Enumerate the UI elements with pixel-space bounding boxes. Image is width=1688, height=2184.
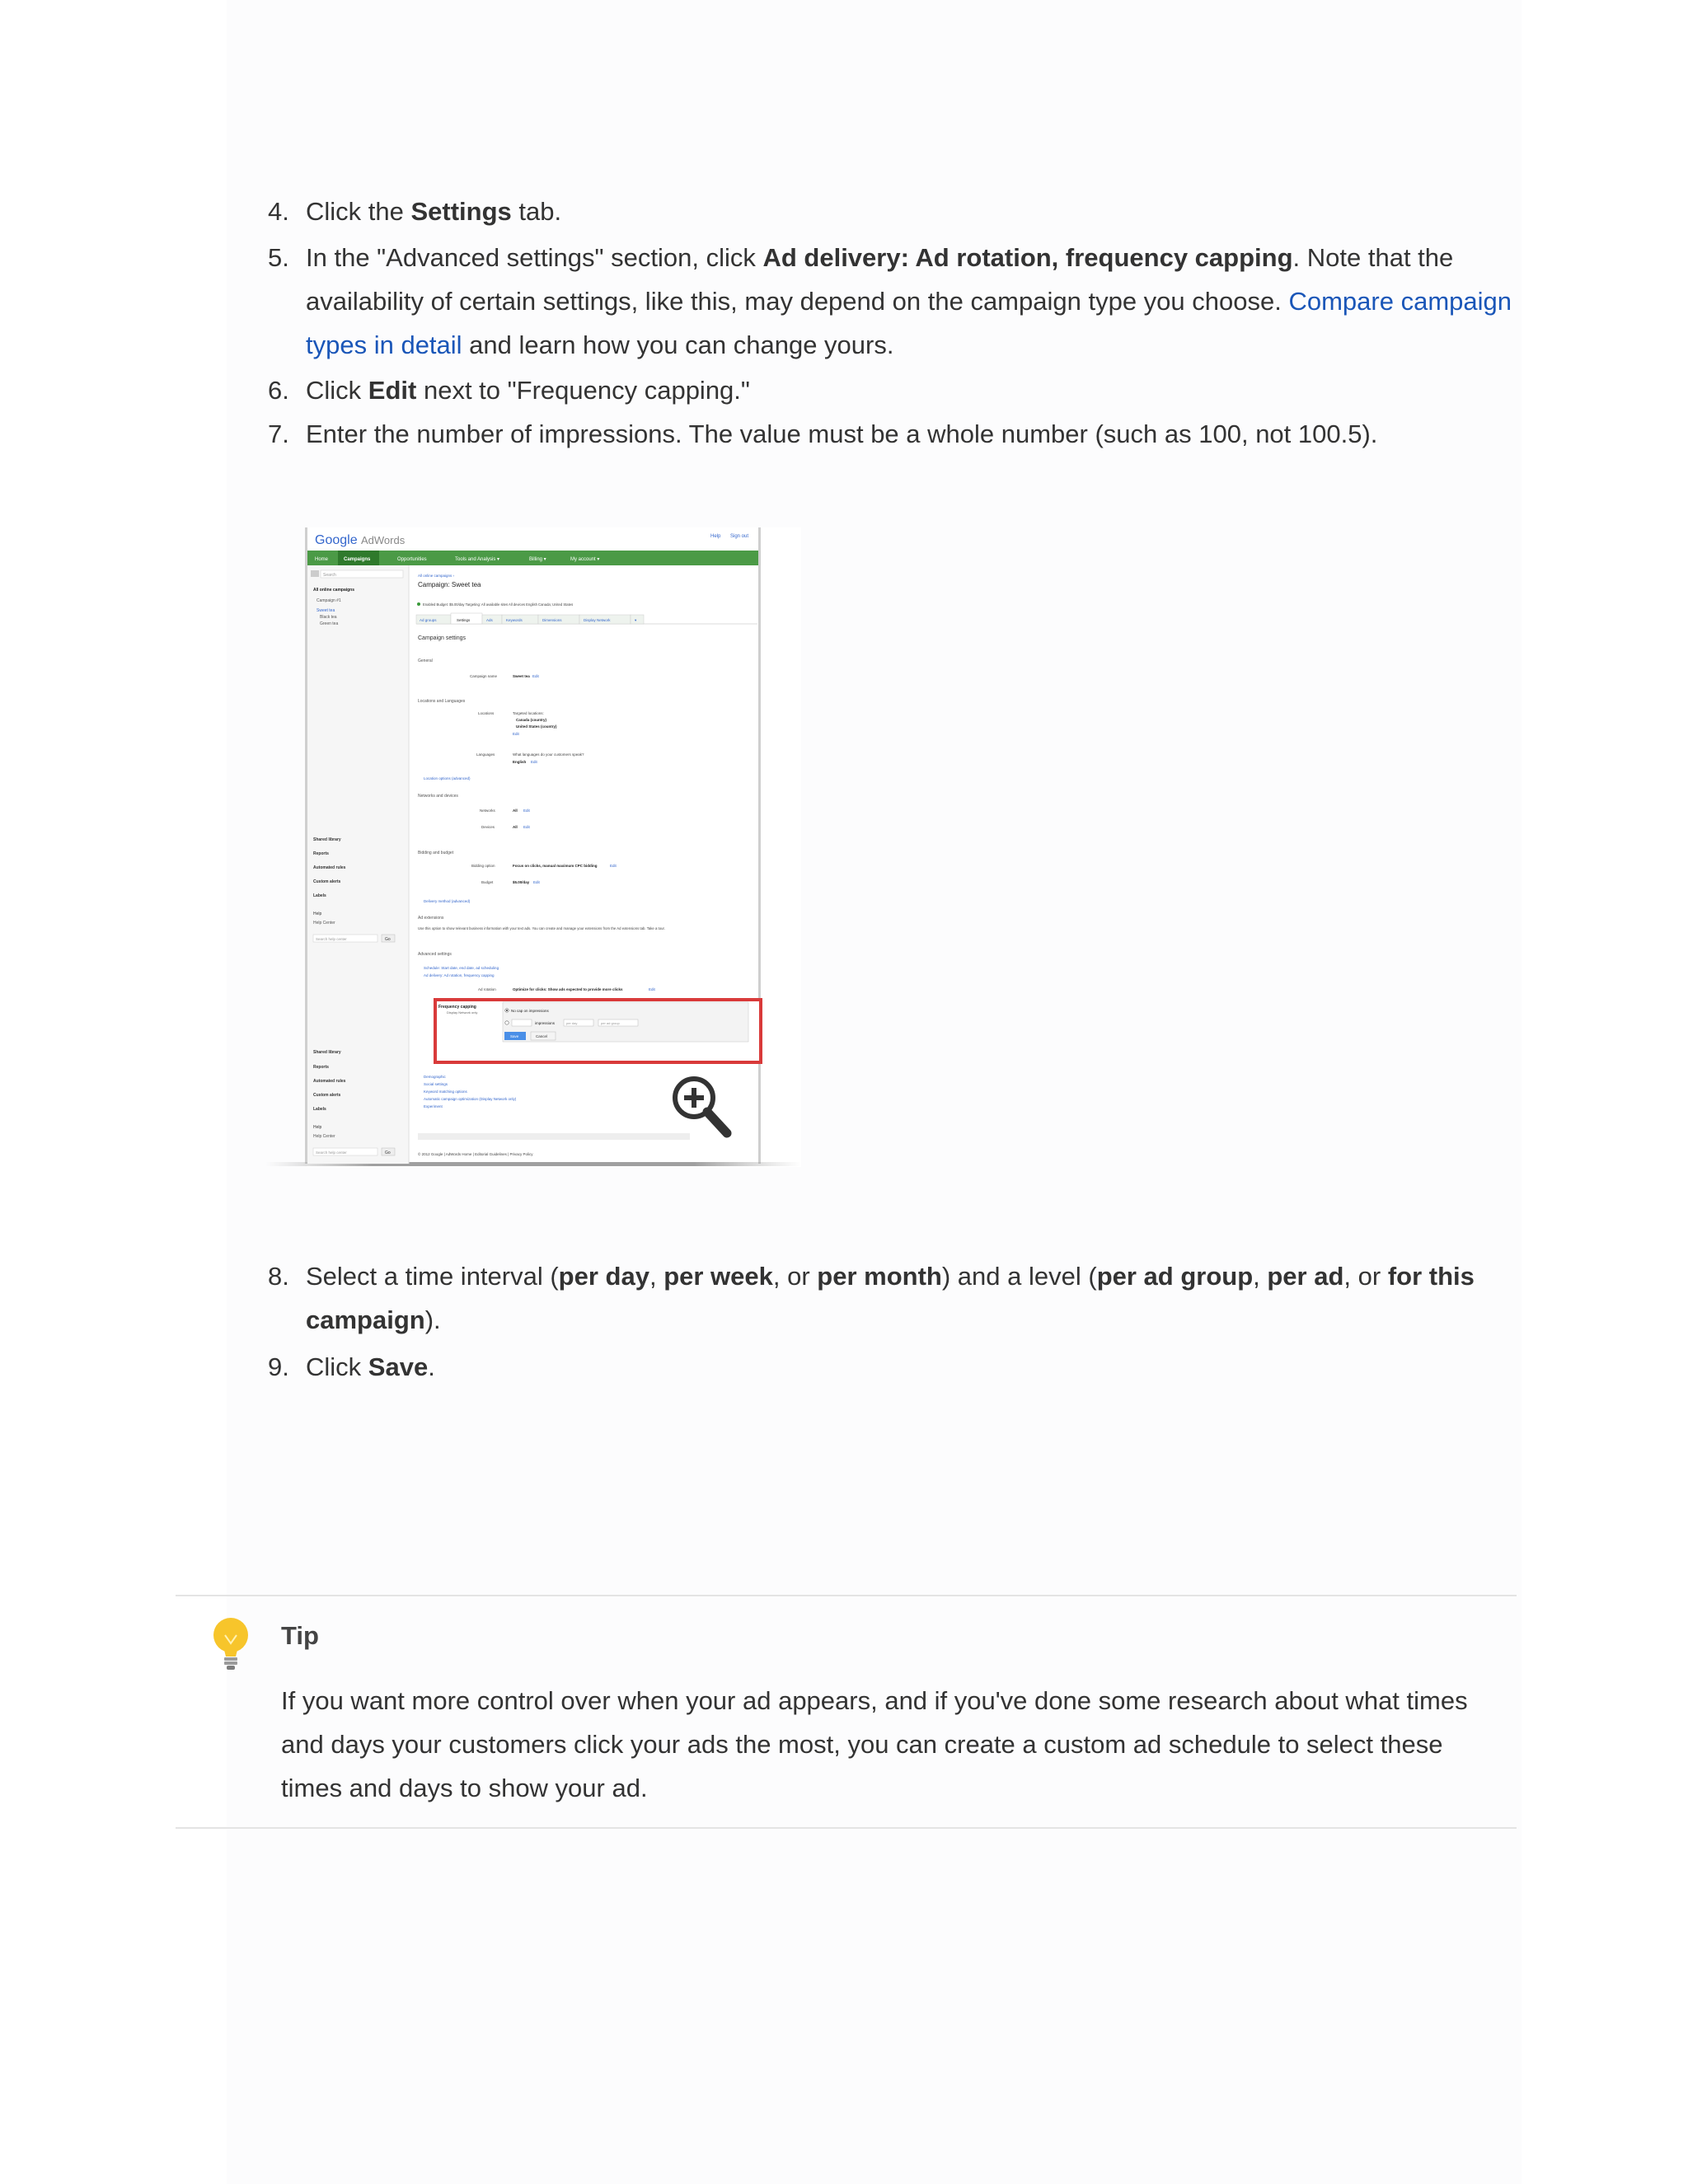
svg-text:Targeted locations:: Targeted locations: (513, 711, 544, 715)
step-text: Enter the number of impressions. The value must be a whole number (such as 100, not 100.5). (306, 419, 1378, 448)
help-link[interactable]: Help (710, 534, 721, 539)
more-settings-link[interactable]: Keyword matching options (424, 1090, 467, 1094)
google-logo: Google (315, 533, 358, 547)
more-settings-link[interactable]: Automatic campaign optimization (Display Network only) (424, 1097, 517, 1101)
svg-text:Search help center: Search help center (316, 937, 347, 941)
svg-text:Save: Save (510, 1034, 519, 1038)
adwords-settings-screenshot[interactable]: Google AdWords Help Sign out Home Campaigns Opportunities Tools and Analysis ▾ Billing ▾ My account ▾ Search All online campaigns Campaign #1 Sweet tea Black tea Green tea Shared library Reports Automated rules Custom alerts Labels Help Help Center Search help center Go Shared library Reports Automated rules Custom alerts Labels Help Help Center Search help center Go All online campaigns › Campaign: Sweet tea Enabled Budget: $5.00/day Targeting: All available sites All devices English Canada; United States Ad groups Settings Ads Keywords Dimensions Display Network ▾ Campaign settings General Campaign name Sweet tea Edit Locations and Languages Locations Targeted locations: Canada (country) United States (country) Edit Languages What languages do your customers speak? English Edit Location options (advanced) Networks and devices Networks All Edit Devices All Edit Bidding and budget Bidding option Focus on clicks, manual maximum CPC bidding Edit Budget $5.00/day Edit Delivery method (advanced) Ad extensions Use this option to show relevant business information with your text ads. You can create and manage your extensions from the Ad extensions tab. Take a tour. Advanced settings Schedule: Start date, end date, ad scheduling Ad delivery: Ad rotation, frequency capping Ad rotation Optimize for clicks: Show ads expected to provide more clicks Edit Frequency capping Display Network only No cap on impressions impressions per day per ad group Save Cancel Demographic Social settings Keyword matching options Automatic campaign optimization (Display Network only) Experiment © 2012 Google | AdWords Home | Editorial Guidelines | Privacy Policy (265, 527, 801, 1167)
tip-title: Tip (281, 1621, 319, 1650)
svg-text:Search help center: Search help center (316, 1151, 347, 1155)
svg-text:Languages: Languages (476, 752, 495, 757)
step-text: Click the Settings tab. (306, 197, 562, 226)
save-label: Save (368, 1352, 429, 1381)
svg-text:Go: Go (385, 937, 391, 942)
edit-link[interactable]: Edit (513, 732, 519, 736)
svg-text:Networks: Networks (480, 808, 495, 813)
screenshot-footer: © 2012 Google | AdWords Home | Editorial Guidelines | Privacy Policy (418, 1152, 533, 1156)
svg-text:What languages do your custome: What languages do your customers speak? (513, 752, 584, 757)
sidebar-link[interactable]: Automated rules (313, 1079, 346, 1084)
sidebar-link[interactable]: Help Center (313, 921, 335, 926)
campaign-title: Campaign: Sweet tea (418, 581, 481, 588)
svg-text:Devices: Devices (481, 825, 495, 829)
sidebar-link[interactable]: Custom alerts (313, 1093, 341, 1098)
nav-campaigns[interactable]: Campaigns (344, 557, 371, 562)
step-number: 8. (268, 1262, 289, 1291)
sidebar-link[interactable]: Help Center (313, 1134, 335, 1139)
tab-ad-groups[interactable]: Ad groups (420, 618, 437, 622)
sidebar-link[interactable]: Custom alerts (313, 879, 341, 884)
sidebar-link[interactable]: Help (313, 1125, 322, 1130)
settings-tab-label: Settings (410, 197, 512, 226)
compare-campaign-types-link[interactable]: Compare campaign types in detail (306, 287, 1512, 359)
svg-text:per day: per day (566, 1021, 578, 1025)
sidebar-link[interactable]: Reports (313, 851, 329, 856)
tab-ads[interactable]: Ads (486, 618, 493, 622)
edit-link[interactable]: Edit (532, 674, 539, 678)
more-settings-link[interactable]: Demographic (424, 1075, 446, 1079)
nav-tools[interactable]: Tools and Analysis ▾ (455, 557, 500, 562)
sidebar-link[interactable]: Reports (313, 1065, 329, 1070)
adwords-logo: AdWords (361, 534, 406, 546)
svg-text:All: All (513, 825, 518, 829)
edit-link[interactable]: Edit (523, 825, 530, 829)
svg-text:Bidding option: Bidding option (471, 864, 495, 868)
cap-radio[interactable] (505, 1021, 509, 1024)
svg-text:Frequency capping: Frequency capping (438, 1005, 476, 1010)
svg-text:Search: Search (323, 573, 336, 578)
svg-text:Advanced settings: Advanced settings (418, 952, 452, 957)
svg-text:Ad extensions: Ad extensions (418, 916, 444, 921)
svg-text:Display Network only: Display Network only (447, 1010, 478, 1015)
tab-display-network[interactable]: Display Network (584, 618, 611, 622)
tree-item[interactable]: Campaign #1 (316, 598, 341, 603)
breadcrumb[interactable]: All online campaigns › (418, 574, 455, 578)
svg-text:Focus on clicks, manual maximu: Focus on clicks, manual maximum CPC bidding (513, 864, 598, 868)
svg-text:Ad rotation: Ad rotation (478, 987, 496, 991)
ad-delivery-link[interactable]: Ad delivery: Ad rotation, frequency capping (424, 973, 495, 977)
step-text: Click Edit next to "Frequency capping." (306, 376, 750, 405)
tip-top-divider (176, 1595, 1517, 1596)
sidebar-link[interactable]: Labels (313, 1107, 326, 1112)
sign-out-link[interactable]: Sign out (730, 534, 749, 539)
svg-text:United States (country): United States (country) (516, 724, 557, 729)
section-title: Campaign settings (418, 635, 466, 641)
tree-item[interactable]: Sweet tea (316, 608, 335, 613)
nav-billing[interactable]: Billing ▾ (529, 557, 546, 562)
delivery-method-link[interactable]: Delivery method (advanced) (424, 899, 471, 903)
step-number: 9. (268, 1352, 289, 1381)
sidebar-link[interactable]: Labels (313, 893, 326, 898)
svg-text:Sweet tea: Sweet tea (513, 674, 530, 678)
schedule-link[interactable]: Schedule: Start date, end date, ad scheduling (424, 966, 499, 970)
tree-item[interactable]: Green tea (320, 621, 339, 626)
edit-link[interactable]: Edit (649, 987, 655, 991)
svg-text:$5.00/day: $5.00/day (513, 880, 530, 884)
sidebar-link[interactable]: Automated rules (313, 865, 346, 870)
edit-link[interactable]: Edit (533, 880, 540, 884)
tip-bottom-divider (176, 1827, 1517, 1829)
nav-opportunities[interactable]: Opportunities (397, 557, 427, 562)
status-line: Enabled Budget: $5.00/day Targeting: All available sites All devices English Canada; United States (423, 602, 574, 607)
tab-more[interactable]: ▾ (635, 618, 637, 622)
more-settings-link[interactable]: Experiment (424, 1104, 443, 1108)
tree-item[interactable]: Black tea (320, 615, 337, 620)
svg-text:Campaign name: Campaign name (470, 674, 498, 678)
sidebar-link[interactable]: Shared library (313, 1050, 341, 1055)
svg-text:per ad group: per ad group (601, 1021, 620, 1025)
edit-link[interactable]: Edit (523, 808, 530, 813)
lightbulb-icon (209, 1615, 253, 1673)
svg-text:Bidding and budget: Bidding and budget (418, 851, 454, 855)
svg-text:Locations and Languages: Locations and Languages (418, 699, 466, 704)
svg-text:Networks and devices: Networks and devices (418, 794, 458, 799)
step-number: 5. (268, 243, 289, 272)
svg-text:impressions: impressions (535, 1021, 556, 1025)
step-text: Click Save. (306, 1352, 435, 1381)
svg-text:Cancel: Cancel (536, 1034, 548, 1038)
sidebar-link[interactable]: Help (313, 912, 322, 916)
impressions-input[interactable] (512, 1019, 532, 1026)
svg-text:Go: Go (385, 1151, 391, 1155)
svg-text:Locations: Locations (478, 711, 495, 715)
tip-body: If you want more control over when your ad appears, and if you've done some research about what times and days your customers click your ads the most, you can create a custom ad schedule to select these times and days to show your ad. (281, 1686, 1468, 1802)
svg-text:No cap on impressions: No cap on impressions (511, 1009, 549, 1013)
step-number: 6. (268, 376, 289, 405)
tab-settings[interactable]: Settings (457, 618, 471, 622)
svg-text:All: All (513, 808, 518, 813)
svg-text:English: English (513, 760, 527, 764)
sidebar (307, 565, 409, 1164)
nav-my-account[interactable]: My account ▾ (570, 557, 600, 562)
tree-all-campaigns[interactable]: All online campaigns (313, 588, 355, 593)
step-text: In the "Advanced settings" section, click Ad delivery: Ad rotation, frequency capping. Note that the availability of certain settings, like this, may depend on the campaign type you choose. Compare campaign types in detail and learn how you can change yours. (306, 243, 1512, 359)
svg-text:Canada (country): Canada (country) (516, 718, 547, 722)
edit-link[interactable]: Edit (531, 760, 537, 764)
step-number: 7. (268, 419, 289, 448)
step-number: 4. (268, 197, 289, 226)
more-settings-link[interactable]: Social settings (424, 1082, 448, 1086)
edit-link[interactable]: Edit (610, 864, 617, 868)
sidebar-link[interactable]: Shared library (313, 837, 341, 842)
svg-text:General: General (418, 658, 433, 663)
step-text: Select a time interval (per day, per week, or per month) and a level (per ad group, per ad, or for this campaign). (306, 1262, 1475, 1334)
tab-dimensions[interactable]: Dimensions (542, 618, 562, 622)
tab-keywords[interactable]: Keywords (506, 618, 523, 622)
svg-text:Optimize for clicks: Show ads: Optimize for clicks: Show ads expected to provide more clicks (513, 987, 623, 991)
nav-home[interactable]: Home (315, 557, 329, 562)
location-options-link[interactable]: Location options (advanced) (424, 776, 471, 780)
enabled-dot-icon (417, 602, 420, 606)
svg-text:Budget: Budget (481, 880, 494, 884)
